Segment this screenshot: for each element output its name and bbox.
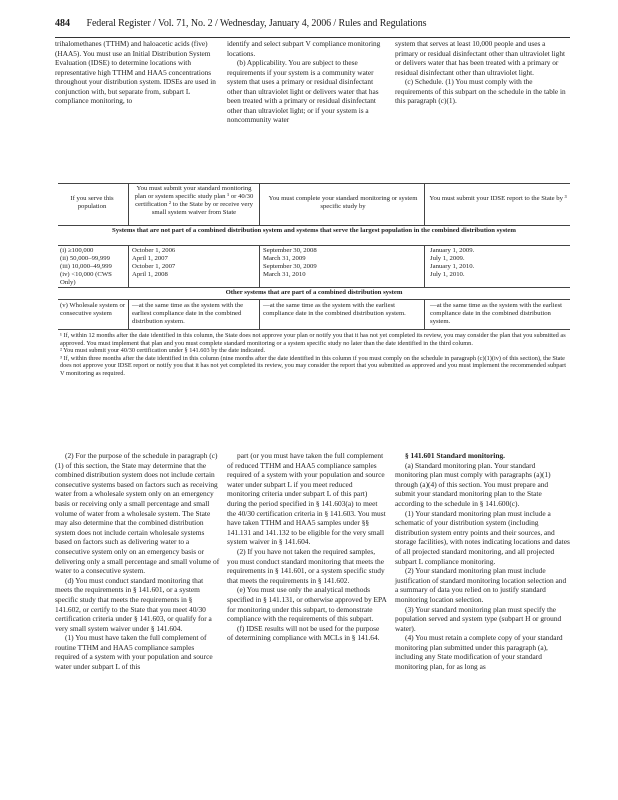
paragraph: (d) You must conduct standard monitoring that meets the requirements in § 141.601, or a system specific study that meets the requirements in § 141.602, or certify to the State that you meet 40/30 certification criteria under § 141.603, or qualify for a very small system waiver under § 141.604. <box>55 575 212 633</box>
paragraph: trihalomethanes (TTHM) and haloacetic acids (five) (HAA5). You must use an Initial Distribution System Evaluation (IDSE) to determine locations with representative high TTHM and HAA5 concentrations throughout your distribution system. IDSEs are used in conjunction with, but separate from, subpart L compliance monitoring, to <box>55 39 216 105</box>
column-divider <box>128 299 129 329</box>
table-row-report: —at the same time as the system with the earliest compliance date in the combined distribution system. <box>430 302 563 325</box>
table-row-pop: (ii) 50,000–99,999 <box>60 255 110 262</box>
paragraph: (4) You must retain a complete copy of your standard monitoring plan submitted under this paragraph (a), including any State modification of your standard monitoring plan, for as long as <box>395 633 563 672</box>
table-footnotes <box>60 332 570 378</box>
top-column-3 <box>395 39 570 106</box>
bottom-column-3 <box>395 451 570 672</box>
schedule-table <box>58 183 570 348</box>
bottom-column-2 <box>227 451 387 643</box>
paragraph: (2) If you have not taken the required samples, you must conduct standard monitoring that meets the requirements in § 141.601, or a system specific study that meets the requirements in § 141.602. <box>227 546 385 585</box>
footnote: ² You must submit your 40/30 certification under § 141.603 by the date indicated. <box>60 347 266 355</box>
table-row-submit: April 1, 2007 <box>132 255 168 262</box>
column-divider <box>259 245 260 287</box>
column-divider <box>424 183 425 225</box>
table-header-rule <box>58 225 570 226</box>
column-divider <box>128 245 129 287</box>
paragraph: (1) Your standard monitoring plan must include a schematic of your distribution system (including distribution system entry points and their sources, and storage facilities), with notes indicating locations and dates of all projected standard monitoring, and all projected subpart L compliance monitoring. <box>395 508 570 566</box>
paragraph: (a) Standard monitoring plan. Your standard monitoring plan must comply with paragraphs (a)(1) through (a)(4) of this section. You must prepare and submit your standard monitoring plan to the State according to the schedule in § 141.600(c). <box>395 460 551 508</box>
header-rule <box>55 37 570 38</box>
top-column-1 <box>55 39 220 106</box>
table-header-complete-monitoring: You must complete your standard monitoring or system specific study by <box>268 195 418 210</box>
publication-title: Federal Register / Vol. 71, No. 2 / Wednesday, January 4, 2006 / Rules and Regulations <box>86 18 427 29</box>
page-number: 484 <box>55 18 70 29</box>
running-header <box>55 18 570 36</box>
table-bottom-rule <box>58 329 570 330</box>
paragraph: (3) Your standard monitoring plan must specify the population served and system type (subpart H or ground water). <box>395 604 562 633</box>
paragraph: (2) Your standard monitoring plan must include justification of standard monitoring location selection and a summary of data you relied on to justify standard monitoring location selection. <box>395 566 567 604</box>
table-row-complete: September 30, 2008 <box>263 247 317 254</box>
paragraph: system that serves at least 10,000 people and uses a primary or residual disinfectant other than ultraviolet light or delivers water that has been treated with a primary or residual disinfectant other than ultraviolet light. <box>395 39 566 77</box>
section-heading: § 141.601 Standard monitoring. <box>405 451 505 460</box>
table-row-pop: (iii) 10,000–49,999 <box>60 263 112 270</box>
table-row-pop: (i) ≥100,000 <box>60 247 94 254</box>
column-divider <box>128 183 129 225</box>
paragraph: identify and select subpart V compliance monitoring locations. <box>227 39 381 58</box>
column-divider <box>424 245 425 287</box>
column-divider <box>259 183 260 225</box>
table-row-report: July 1, 2010. <box>430 271 465 278</box>
paragraph: (b) Applicability. You are subject to these requirements if your system is a community water system that uses a primary or residual disinfectant other than ultraviolet light or delivers water that has been treated with a primary or residual disinfectant other than ultraviolet light; or if your system is a noncommunity water <box>227 58 379 124</box>
table-header-submit-plan: You must submit your standard monitoring plan or system specific study plan ¹ or 40/30 certification ² to the State by or receive very small system waiver from State <box>134 185 254 216</box>
paragraph: (e) You must use only the analytical methods specified in § 141.131, or otherwise approved by EPA for monitoring under this subpart, to demonstrate compliance with the requirements of this subpart. <box>227 585 387 624</box>
band-rule <box>58 245 570 246</box>
table-row-submit: October 1, 2007 <box>132 263 176 270</box>
paragraph: (2) For the purpose of the schedule in paragraph (c)(1) of this section, the State may determine that the combined distribution system does not include certain consecutive systems based on factors such as receiving water from a wholesale system only on an emergency basis or receiving only a small percentage and small volume of water from a wholesale system. The State may also determine that the combined distribution system does not include certain wholesale systems based on factors such as delivering water to a consecutive system only on an emergency basis or delivering only a small percentage and small volume of water to a consecutive system. <box>55 451 220 576</box>
table-band-combined: Other systems that are part of a combined distribution system <box>225 289 403 296</box>
top-column-2 <box>227 39 387 125</box>
table-row-report: January 1, 2009. <box>430 247 475 254</box>
table-row-submit: October 1, 2006 <box>132 247 176 254</box>
column-divider <box>259 299 260 329</box>
table-row-pop: (v) Wholesale system or consecutive system <box>60 302 126 317</box>
table-row-complete: —at the same time as the system with the earliest compliance date in the combined distribution system. <box>263 302 406 317</box>
footnote: ³ If, within three months after the date identified in this column (nine months after the date identified in this column if you must comply on the schedule in paragraph (c)(1)(iv) of this section), the State does not approve your IDSE report or notify you that it has not yet completed its review, you may consider the report that you submitted as approved and you must implement the recommended subpart V monitoring as required. <box>60 354 567 377</box>
table-row-report: July 1, 2009. <box>430 255 465 262</box>
table-band-uncombined: Systems that are not part of a combined distribution system and systems that serve the largest population in the combined distribution system <box>112 227 516 234</box>
table-header-population: If you serve this population <box>70 195 114 210</box>
column-divider <box>424 299 425 329</box>
table-row-report: January 1, 2010. <box>430 263 475 270</box>
table-row-submit: —at the same time as the system with the earliest compliance date in the combined distribution system. <box>132 302 244 325</box>
table-header-submit-report: You must submit your IDSE report to the State by ³ <box>429 195 567 202</box>
paragraph: part (or you must have taken the full complement of reduced TTHM and HAA5 compliance samples required of a system with your population and source water under subpart L if you meet reduced monitoring criteria under subpart L of this part) during the period specified in § 141.603(a) to meet the 40/30 certification criteria in § 141.603. You must have taken TTHM and HAA5 samples under §§ 141.131 and 141.132 to be eligible for the very small system waiver in § 141.604. <box>227 451 386 547</box>
table-row-complete: March 31, 2009 <box>263 255 306 262</box>
paragraph: (f) IDSE results will not be used for the purpose of determining compliance with MCLs in § 141.64. <box>227 623 380 643</box>
table-top-rule <box>58 183 570 184</box>
paragraph: (1) You must have taken the full complement of routine TTHM and HAA5 compliance samples required of a system with your population and source water under subpart L of this <box>55 633 213 672</box>
bottom-column-1 <box>55 451 220 672</box>
table-row-submit: April 1, 2008 <box>132 271 168 278</box>
band-rule <box>58 299 570 300</box>
table-row-pop: (iv) <10,000 (CWS Only) <box>60 271 112 286</box>
footnote: ¹ If, within 12 months after the date identified in this column, the State does not approve your plan or notify you that it has not yet completed its review, you may consider the plan that you submitted as approved. You must implement that plan and you must complete standard monitoring or a system specific study no later than the date identified in the third column. <box>60 332 566 347</box>
band-rule <box>58 287 570 288</box>
paragraph: (c) Schedule. (1) You must comply with the requirements of this subpart on the schedule in the table in this paragraph (c)(1). <box>395 77 566 105</box>
table-row-complete: September 30, 2009 <box>263 263 317 270</box>
table-row-complete: March 31, 2010 <box>263 271 306 278</box>
